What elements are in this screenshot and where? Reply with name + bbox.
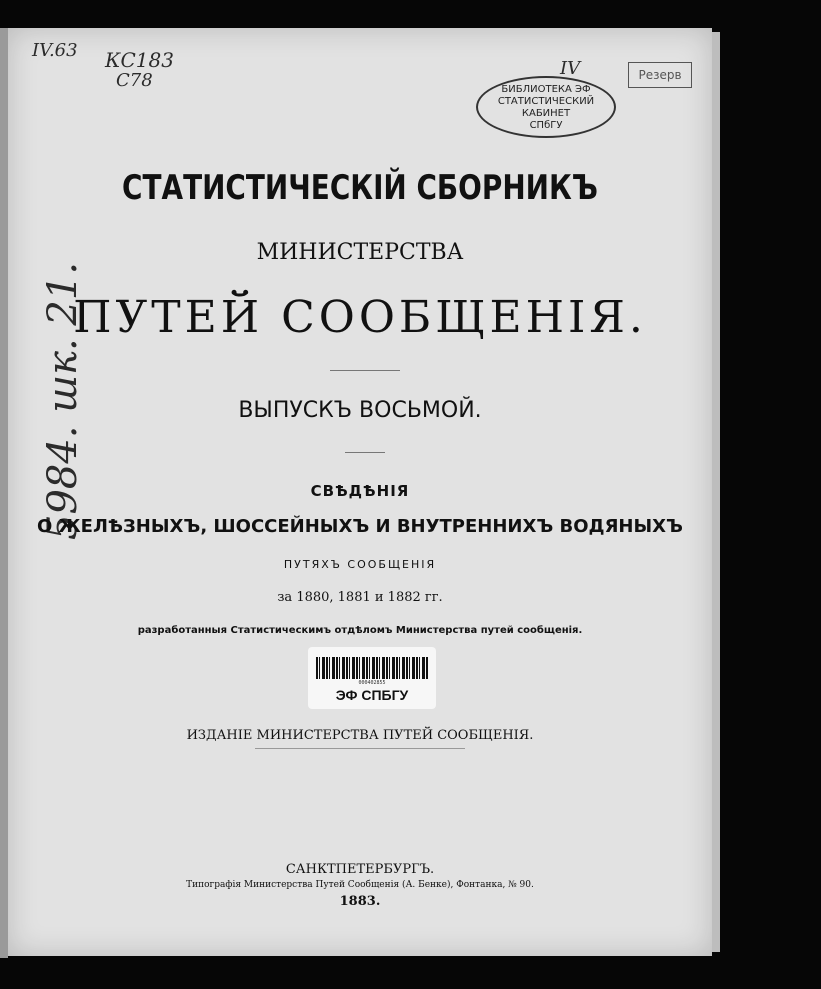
imprint-press: Типографія Министерства Путей Сообщенія (А. Бенке), Фонтанка, № 90. [186,880,534,890]
imprint-city: САНКТПЕТЕРБУРГЪ. [285,862,435,877]
about-line: О ЖЕЛѢЗНЫХЪ, ШОССЕЙНЫХЪ И ВНУТРЕННИХЪ ВОДЯНЫХЪ [37,516,683,537]
library-stamp [476,76,616,138]
stamp-line-3: КАБИНЕТ [521,108,571,119]
publisher-underline [255,748,465,749]
imprint-year: 1883. [339,894,381,909]
shelf-number: IV.63 [32,40,78,61]
barcode [316,657,428,679]
publisher-line: ИЗДАНІЕ МИНИСТЕРСТВА ПУТЕЙ СООБЩЕНІЯ. [186,728,534,743]
call-number-1: КС183 [105,48,174,72]
years-line: за 1880, 1881 и 1882 гг. [277,590,443,605]
info-heading: СВѢДѢНІЯ [310,482,410,500]
main-title: СТАТИСТИЧЕСКІЙ СБОРНИКЪ [122,168,598,208]
ministry-title: МИНИСТЕРСТВА [256,240,464,265]
side-handwritten-note: 5984. шк. 21. [40,261,86,540]
roman-mark: IV [560,58,581,79]
ways-line: ПУТЯХЪ СООБЩЕНІЯ [283,558,437,571]
barcode-label [308,647,436,709]
stamp-line-4: СПбГУ [529,120,563,131]
divider-1 [330,370,400,371]
stamp-line-1: БИБЛИОТЕКА ЭФ [501,84,591,95]
stamp-line-2: СТАТИСТИЧЕСКИЙ [497,96,595,107]
call-number-2: С78 [116,70,153,91]
ways-title: ПУТЕЙ СООБЩЕНІЯ. [73,292,647,343]
page-left-edge [0,28,8,958]
developed-line: разработанныя Статистическимъ отдѣломъ Министерства путей сообщенія. [137,625,583,636]
reserve-stamp: Резерв [628,62,692,88]
barcode-label-text: ЭФ СПБГУ [335,687,409,703]
barcode-number: 000402855 [358,680,386,686]
issue-title: ВЫПУСКЪ ВОСЬМОЙ. [238,398,482,423]
page-right-edge [712,32,720,952]
divider-2 [345,452,385,453]
